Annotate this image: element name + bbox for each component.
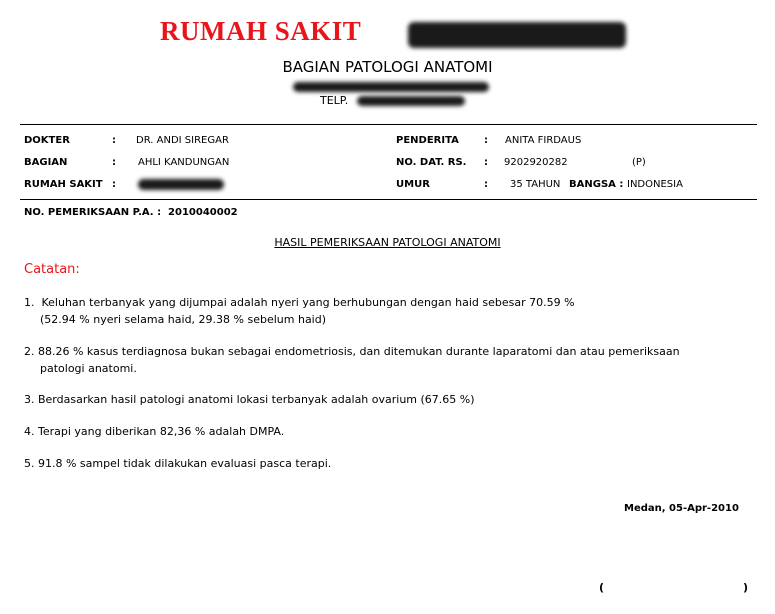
dokter-value: DR. ANDI SIREGAR	[136, 135, 229, 146]
redacted-phone	[357, 96, 465, 106]
report-heading: HASIL PEMERIKSAAN PATOLOGI ANATOMI	[274, 236, 501, 249]
catatan-label: Catatan:	[24, 262, 80, 277]
penderita-colon: :	[484, 135, 488, 146]
bagian-value: AHLI KANDUNGAN	[138, 157, 230, 168]
no-pemeriksaan: NO. PEMERIKSAAN P.A. : 2010040002	[24, 207, 238, 218]
umur-label: UMUR	[396, 179, 430, 190]
divider-bottom	[20, 199, 757, 200]
redacted-hospital-name	[408, 22, 626, 48]
penderita-value: ANITA FIRDAUS	[505, 135, 582, 146]
note-2: 2. 88.26 % kasus terdiagnosa bukan sebagai endometriosis, dan ditemukan durante laparatomi dan atau pemeriksaan	[24, 345, 680, 358]
note-4: 4. Terapi yang diberikan 82,36 % adalah DMPA.	[24, 425, 285, 438]
note-1-cont: (52.94 % nyeri selama haid, 29.38 % sebelum haid)	[40, 313, 327, 326]
bagian-label: BAGIAN	[24, 157, 68, 168]
dokter-colon: :	[112, 135, 116, 146]
no-dat-label: NO. DAT. RS.	[396, 157, 467, 168]
note-1: 1. Keluhan terbanyak yang dijumpai adalah nyeri yang berhubungan dengan haid sebesar 70.59 %	[24, 296, 575, 309]
dokter-label: DOKTER	[24, 135, 70, 146]
redacted-rumah-sakit-value	[138, 179, 224, 190]
signature-open-paren: (	[599, 581, 605, 594]
bagian-colon: :	[112, 157, 116, 168]
divider-top	[20, 124, 757, 125]
place-date: Medan, 05-Apr-2010	[624, 503, 739, 514]
no-dat-value: 9202920282	[504, 157, 568, 168]
department-title: BAGIAN PATOLOGI ANATOMI	[282, 58, 493, 76]
no-dat-suffix: (P)	[632, 157, 646, 168]
bangsa-value: INDONESIA	[627, 179, 683, 190]
note-2-cont: patologi anatomi.	[40, 362, 137, 375]
note-5: 5. 91.8 % sampel tidak dilakukan evaluasi pasca terapi.	[24, 457, 332, 470]
umur-value: 35 TAHUN	[510, 179, 561, 190]
signature-close-paren: )	[743, 581, 749, 594]
redacted-address	[293, 82, 489, 92]
telp-label: TELP.	[320, 94, 349, 107]
rumah-sakit-label: RUMAH SAKIT	[24, 179, 103, 190]
note-3: 3. Berdasarkan hasil patologi anatomi lokasi terbanyak adalah ovarium (67.65 %)	[24, 393, 475, 406]
no-dat-colon: :	[484, 157, 488, 168]
rumah-sakit-colon: :	[112, 179, 116, 190]
hospital-title: RUMAH SAKIT	[160, 16, 362, 46]
bangsa-label: BANGSA :	[569, 179, 624, 190]
penderita-label: PENDERITA	[396, 135, 459, 146]
umur-colon: :	[484, 179, 488, 190]
